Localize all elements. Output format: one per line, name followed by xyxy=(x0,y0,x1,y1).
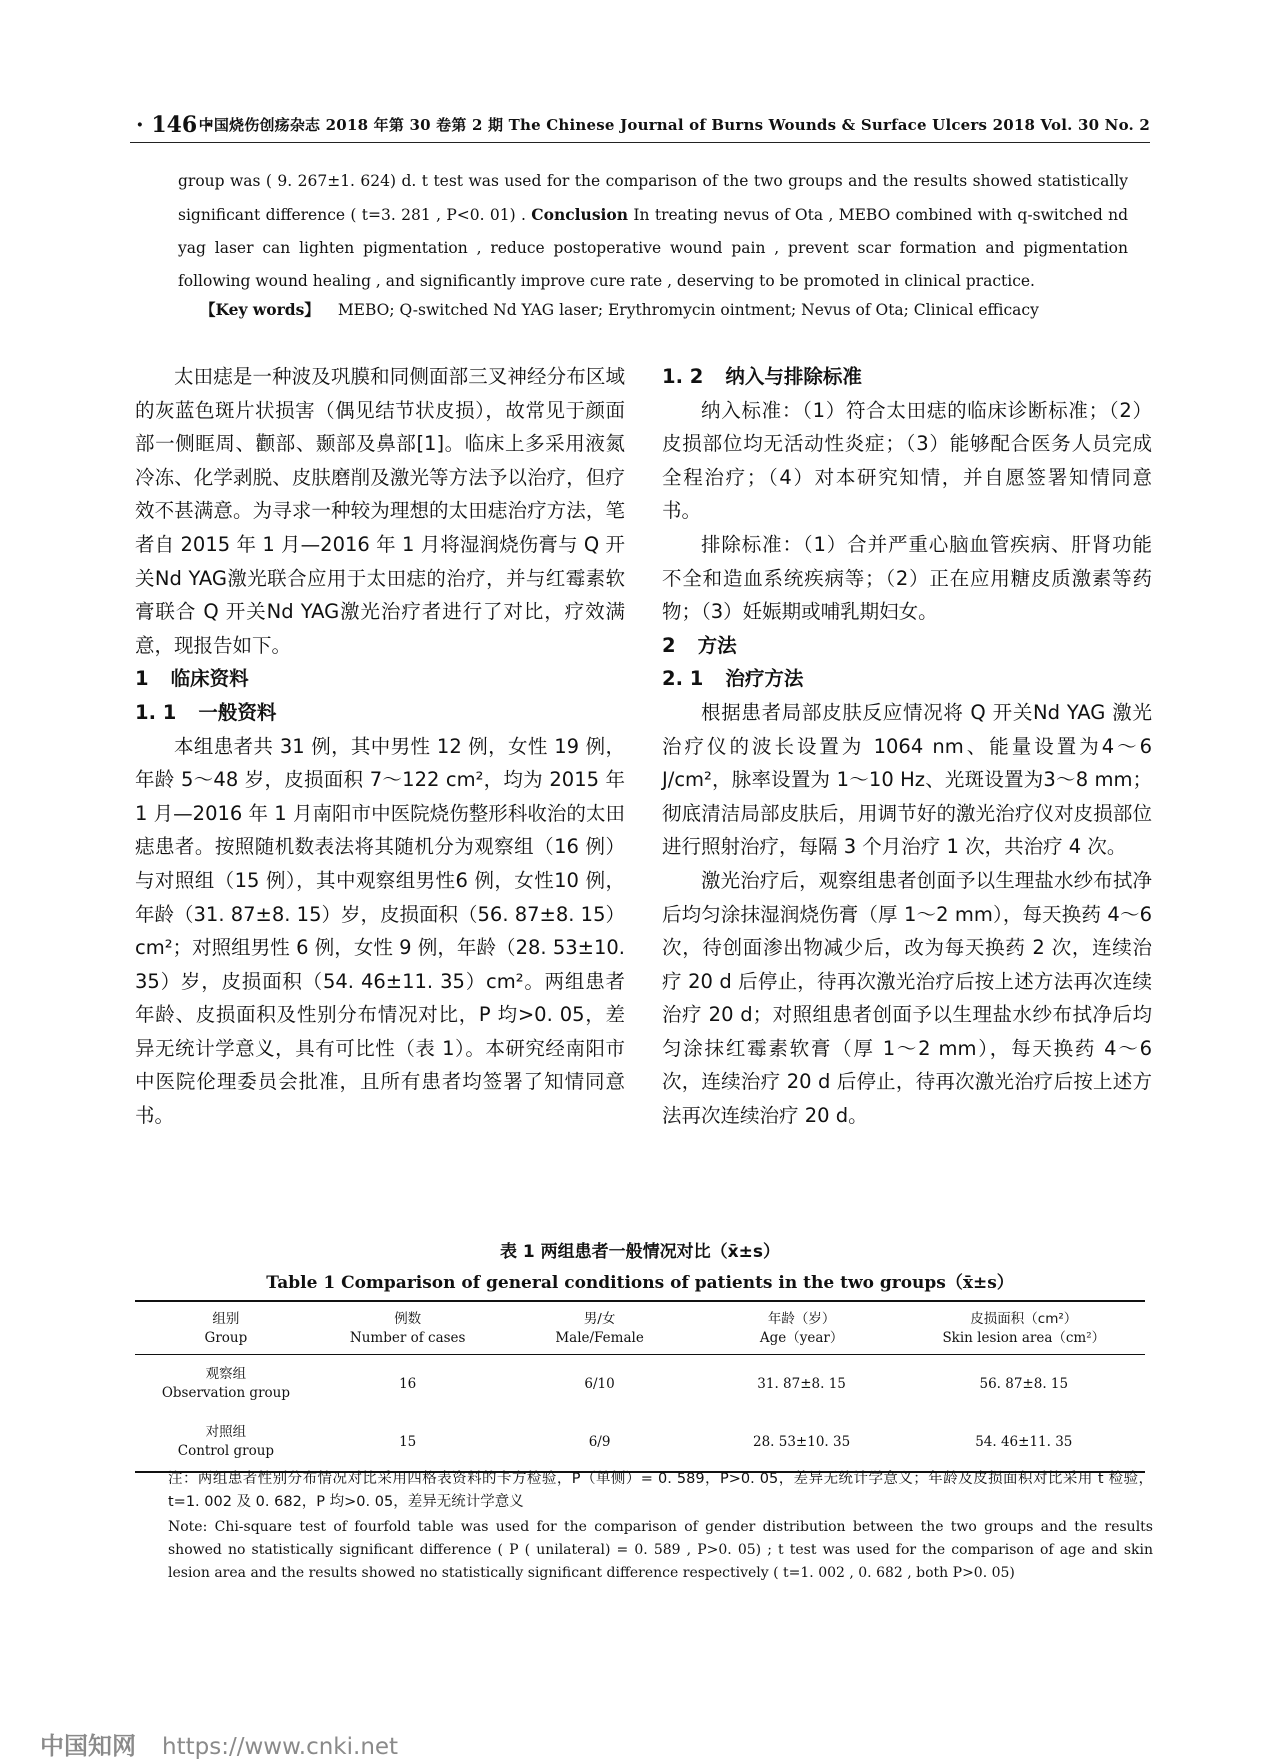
method-paragraph-2: 激光治疗后，观察组患者创面予以生理盐水纱布拭净后均匀涂抹湿润烧伤膏（厚 1～2 mm），每天换药 4～6 次，待创面渗出物减少后，改为每天换药 2 次，连续治疗 20 d 后停止，待再次激光治疗后按上述方法再次连续治疗 20 d；对照组患者创面予以生理盐水纱布拭净后均匀涂抹红霉素软膏（厚 1～2 mm），每天换药 4～6 次，连续治疗 20 d 后停止，待再次激光治疗后按上述方法再次连续治疗 20 d。 xyxy=(662,868,1152,1128)
table-row xyxy=(135,1413,1145,1472)
section-heading-1-1 xyxy=(135,696,625,730)
section-title: 纳入与排除标准 xyxy=(725,365,862,388)
cell-cases: 16 xyxy=(399,1375,417,1392)
section-heading-1 xyxy=(135,662,625,696)
section-title: 临床资料 xyxy=(170,667,249,691)
abstract-en xyxy=(178,165,1128,298)
abstract-paragraph xyxy=(178,165,1128,298)
watermark-brand: 中国知网 xyxy=(40,1732,136,1760)
method-paragraph-1: 根据患者局部皮肤反应情况将 Q 开关Nd YAG 激光治疗仪的波长设置为 1064 nm、能量设置为4～6 J/cm²，脉率设置为 1～10 Hz、光斑设置为3～8 mm；彻底清洁局部皮肤后，用调节好的激光治疗仪对皮损部位进行照射治疗，每隔 3 个月治疗 1 次，共治疗 4 次。 xyxy=(662,700,1152,859)
section-heading-2-1 xyxy=(662,662,1152,696)
keywords-text: MEBO; Q-switched Nd YAG laser; Erythromycin ointment; Nevus of Ota; Clinical efficacy xyxy=(337,301,1039,319)
inclusion-paragraph: 纳入标准：（1）符合太田痣的临床诊断标准；（2）皮损部位均无活动性炎症；（3）能够配合医务人员完成全程治疗；（4）对本研究知情，并自愿签署知情同意书。 xyxy=(662,398,1152,523)
watermark-url: https://www.cnki.net xyxy=(162,1734,399,1760)
table-header-row xyxy=(135,1301,1145,1355)
section-number: 1 xyxy=(135,667,149,691)
section-title: 一般资料 xyxy=(198,700,277,724)
cnki-watermark xyxy=(40,1726,398,1761)
cell-area: 54. 46±11. 35 xyxy=(903,1413,1145,1472)
section-heading-1-2 xyxy=(662,360,1152,394)
right-column xyxy=(662,360,1152,1133)
section-number: 1. 1 xyxy=(135,700,177,724)
table-caption-en: Table 1 Comparison of general conditions of patients in the two groups（x̄±s） xyxy=(266,1273,1014,1293)
journal-title: 中国烧伤创疡杂志 2018 年第 30 卷第 2 期 The Chinese Journal of Burns Wounds & Surface Ulcers 2018 Vol. 30 No. 2 xyxy=(198,116,1150,134)
intro-paragraph: 太田痣是一种波及巩膜和同侧面部三叉神经分布区域的灰蓝色斑片状损害（偶见结节状皮损），故常见于颜面部一侧眶周、颧部、颞部及鼻部[1]。临床上多采用液氮冷冻、化学剥脱、皮肤磨削及激光等方法予以治疗，但疗效不甚满意。为寻求一种较为理想的太田痣治疗方法，笔者自 2015 年 1 月—2016 年 1 月将湿润烧伤膏与 Q 开关Nd YAG激光联合应用于太田痣的治疗，并与红霉素软膏联合 Q 开关Nd YAG激光治疗者进行了对比，疗效满意，现报告如下。 xyxy=(135,365,625,657)
table-note-en: Note: Chi-square test of fourfold table was used for the comparison of gender distribution between the two groups and the results showed no statistically significant difference ( P ( unilateral) = 0. 589 , P>0. 05) ; t test was used for the comparison of age and skin lesion area and the results showed no statistically significant difference respectively ( t=1. 002 , 0. 682 , both P>0. 05) xyxy=(168,1519,1153,1581)
section-title: 治疗方法 xyxy=(725,667,804,691)
abstract-text-2: In treating nevus of Ota , MEBO combined with q-switched nd yag laser can lighten pigmentation , reduce postoperative wound pain , prevent scar formation and pigmentation following wound healing , and significantly improve cure rate , deserving to be promoted in clinical practice. xyxy=(178,206,1128,290)
keywords-label: 【Key words】 xyxy=(200,300,320,319)
header-group: 组别 Group xyxy=(135,1301,317,1355)
table-caption-cn: 表 1 两组患者一般情况对比（x̄±s） xyxy=(500,1242,780,1262)
keywords xyxy=(200,298,1130,320)
cell-cases: 15 xyxy=(317,1413,499,1472)
header-age: 年龄（岁） Age（year） xyxy=(701,1301,903,1355)
header-cases: 例数 Number of cases xyxy=(317,1301,499,1355)
cell-group: 对照组 Control group xyxy=(135,1413,317,1472)
cell-male-female: 6/9 xyxy=(499,1413,701,1472)
general-data-paragraph: 本组患者共 31 例，其中男性 12 例，女性 19 例，年龄 5～48 岁，皮损面积 7～122 cm²，均为 2015 年 1 月—2016 年 1 月南阳市中医院烧伤整形科收治的太田痣患者。按照随机数表法将其随机分为观察组（16 例）与对照组（15 例），其中观察组男性6 例，女性10 例，年龄（31. 87±8. 15）岁，皮损面积（56. 87±8. 15）cm²；对照组男性 6 例，女性 9 例，年龄（28. 53±10. 35）岁，皮损面积（54. 46±11. 35）cm²。两组患者年龄、皮损面积及性别分布情况对比，P 均>0. 05，差异无统计学意义，具有可比性（表 1）。本研究经南阳市中医院伦理委员会批准，且所有患者均签署了知情同意书。 xyxy=(135,734,625,1128)
header-area: 皮损面积（cm²） Skin lesion area（cm²） xyxy=(903,1301,1145,1355)
exclusion-paragraph: 排除标准：（1）合并严重心脑血管疾病、肝肾功能不全和造血系统疾病等；（2）正在应用糖皮质激素等药物；（3）妊娠期或哺乳期妇女。 xyxy=(662,532,1152,624)
table-note-cn: 注：两组患者性别分布情况对比采用四格表资料的卡方检验，P（单侧）= 0. 589，P>0. 05，差异无统计学意义；年龄及皮损面积对比采用 t 检验，t=1. 002 及 0. 682，P 均>0. 05，差异无统计学意义 xyxy=(168,1471,1153,1510)
section-number: 2 xyxy=(662,633,676,657)
page-number: · 146 · xyxy=(136,112,213,138)
left-column xyxy=(135,360,625,1133)
section-number: 1. 2 xyxy=(662,365,704,388)
cell-male-female: 6/10 xyxy=(584,1375,615,1392)
section-number: 2. 1 xyxy=(662,667,704,691)
abstract-text-1: group was ( 9. 267±1. 624) d. t test was used for the comparison of the two groups and the results showed statistically significant difference ( t=3. 281 , P<0. 01) . xyxy=(178,172,1128,224)
cell-area: 56. 87±8. 15 xyxy=(979,1375,1069,1392)
table-row xyxy=(135,1355,1145,1414)
cell-age: 31. 87±8. 15 xyxy=(757,1375,846,1392)
section-title: 方法 xyxy=(697,633,737,657)
comparison-table xyxy=(135,1300,1145,1473)
header-male-female: 男/女 Male/Female xyxy=(499,1301,701,1355)
conclusion-label: Conclusion xyxy=(531,205,629,224)
cell-age: 28. 53±10. 35 xyxy=(701,1413,903,1472)
section-heading-2 xyxy=(662,629,1152,663)
running-header xyxy=(130,110,1150,143)
cell-group: 观察组 Observation group xyxy=(161,1366,290,1401)
